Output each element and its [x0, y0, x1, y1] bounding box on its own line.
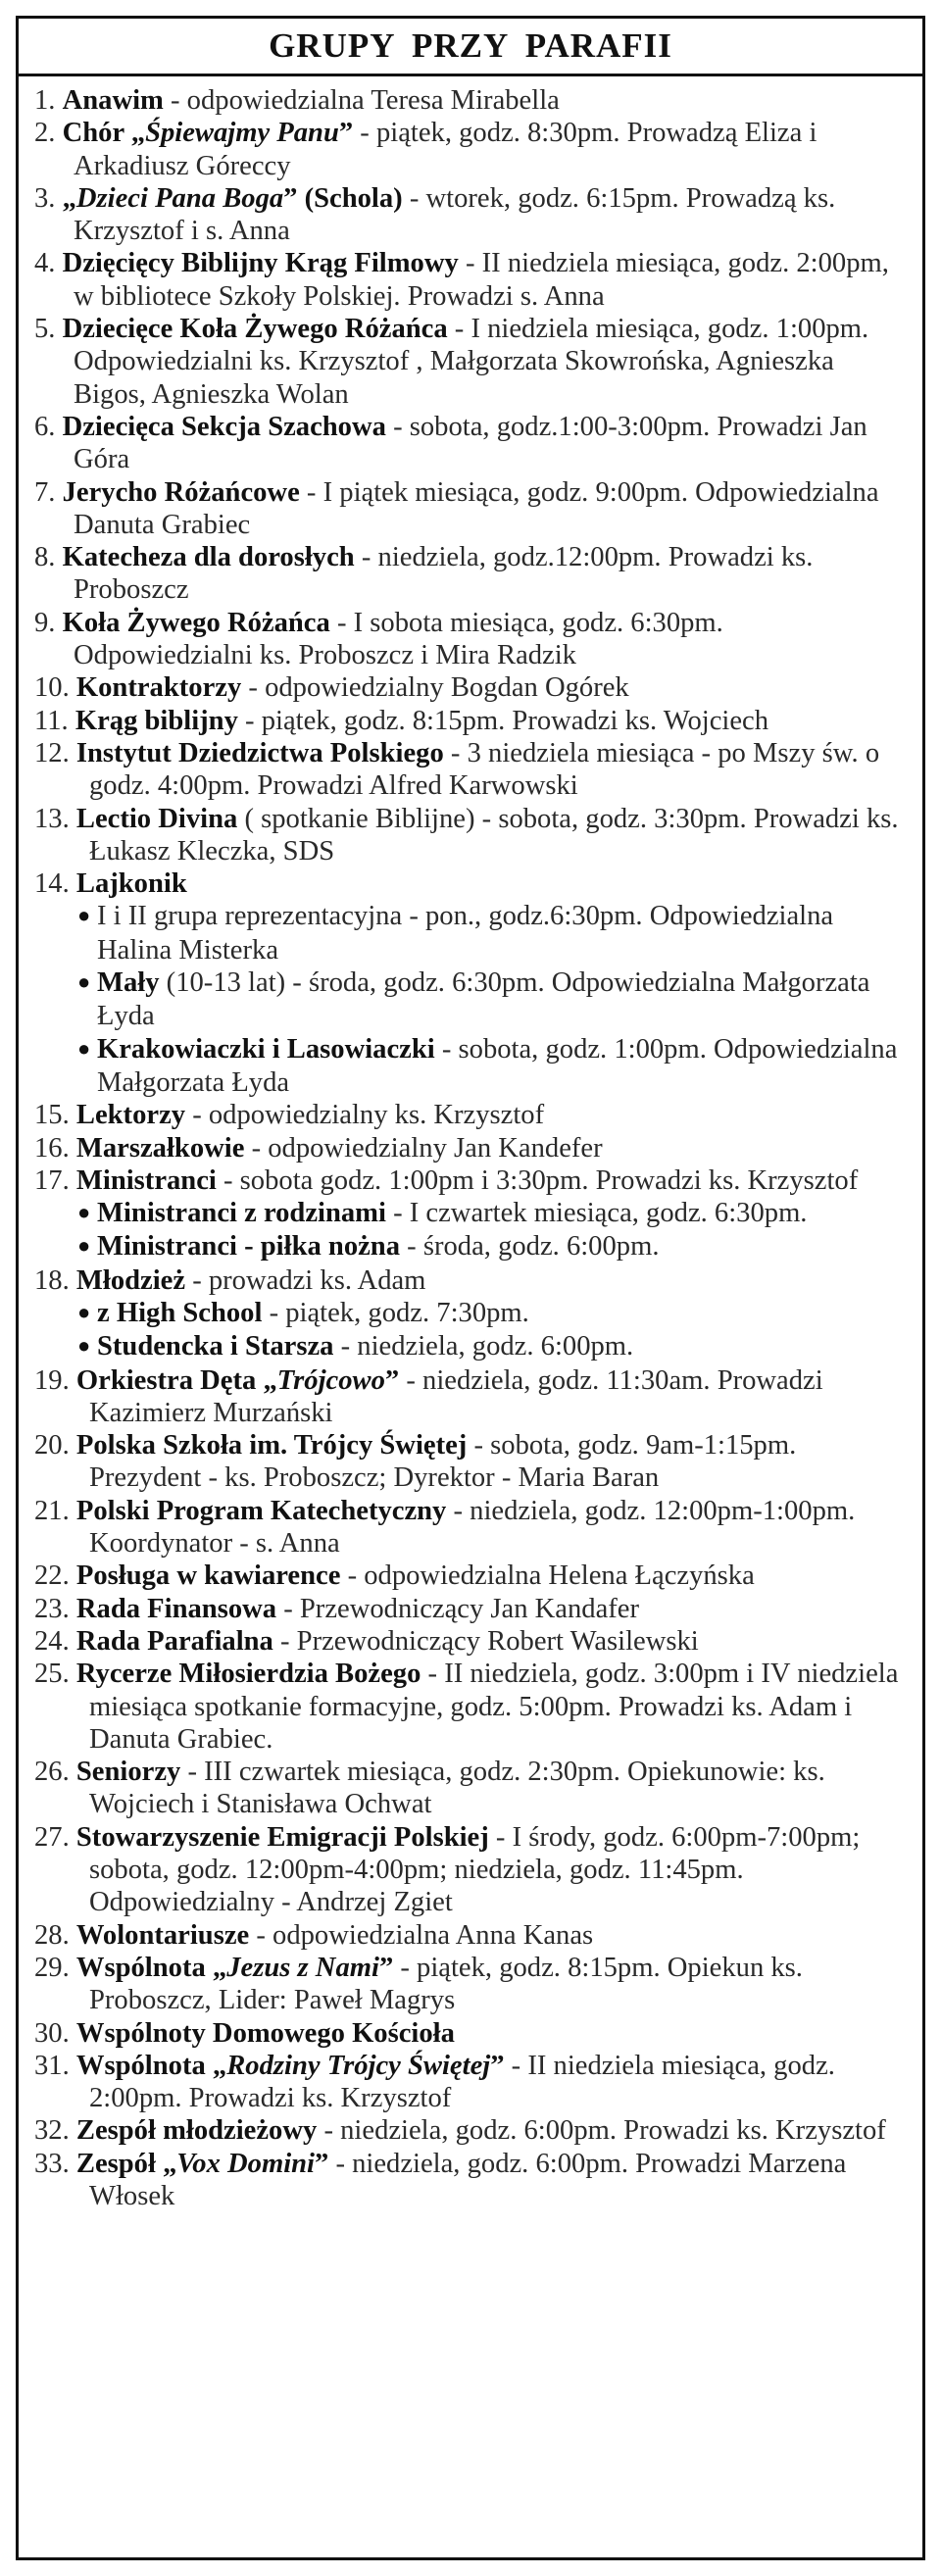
group-details: - niedziela, godz. 12:00pm-1:00pm. Koordynator - s. Anna [89, 1495, 856, 1560]
group-number: 21. [34, 1495, 76, 1526]
group-item [34, 84, 907, 117]
group-number: 23. [34, 1593, 76, 1624]
group-number: 2. [34, 118, 63, 149]
group-details: - I niedziela miesiąca, godz. 1:00pm. Odpowiedzialni ks. Krzysztof , Małgorzata Skowrońska, Agnieszka Bigos, Agnieszka Wolan [74, 314, 869, 410]
group-number: 11. [34, 705, 75, 736]
group-item [34, 1264, 907, 1297]
page-title: GRUPY PRZY PARAFII [19, 19, 922, 76]
subgroup-item [48, 1297, 907, 1330]
bullet-icon: ● [77, 969, 91, 995]
group-item [34, 1593, 907, 1625]
subgroup-details: - pon., godz.6:30pm. Odpowiedzialna Halina Misterka [97, 901, 834, 966]
group-details: - I sobota miesiąca, godz. 6:30pm. Odpowiedzialni ks. Proboszcz i Mira Radzik [74, 607, 723, 671]
groups-list [19, 76, 922, 2212]
bullet-icon: ● [77, 1299, 91, 1324]
subgroup-name: Ministranci z rodzinami [97, 1198, 386, 1229]
group-item [34, 1099, 907, 1131]
group-number: 10. [34, 672, 76, 704]
group-name: Dziecięca Sekcja Szachowa [62, 411, 386, 442]
group-number: 28. [34, 1919, 76, 1951]
group-details: - II niedziela miesiąca, godz. 2:00pm, w bibliotece Szkoły Polskiej. Prowadzi s. Anna [74, 248, 889, 312]
subgroup-item [48, 900, 907, 966]
subgroup-item [48, 1197, 907, 1230]
group-item [34, 607, 907, 672]
group-number: 27. [34, 1821, 76, 1853]
group-item [34, 541, 907, 607]
group-number: 14. [34, 868, 76, 900]
group-name: Wspólnoty Domowego Kościoła [75, 2017, 455, 2049]
group-item [34, 1952, 907, 2017]
group-item [34, 1919, 907, 1952]
group-details: - 3 niedziela miesiąca - po Mszy św. o godz. 4:00pm. Prowadzi Alfred Karwowski [89, 737, 880, 802]
bullet-icon: ● [77, 1333, 91, 1359]
subgroup-name: Mały [97, 967, 160, 999]
group-item [34, 705, 907, 737]
group-details: - I środy, godz. 6:00pm-7:00pm; sobota, godz. 12:00pm-4:00pm; niedziela, godz. 11:45pm. Odpowiedzialny - Andrzej Zgiet [89, 1821, 861, 1918]
group-number: 33. [34, 2148, 76, 2179]
group-number: 24. [34, 1625, 76, 1657]
subgroup-details: - piątek, godz. 7:30pm. [262, 1297, 529, 1328]
group-number: 7. [34, 476, 63, 508]
group-name: Instytut Dziedzictwa Polskiego [75, 737, 444, 768]
subgroup-details: - środa, godz. 6:00pm. [400, 1231, 660, 1263]
subgroup-item [48, 1033, 907, 1100]
group-details: - I piątek miesiąca, godz. 9:00pm. Odpowiedzialna Danuta Grabiec [74, 476, 879, 540]
subgroup-item [48, 1230, 907, 1263]
group-name: Dziecięce Koła Żywego Różańca [62, 314, 448, 345]
group-item [34, 1495, 907, 1560]
group-details: - niedziela, godz. 6:00pm. Prowadzi Marzena Włosek [89, 2148, 847, 2211]
group-number: 8. [34, 542, 63, 573]
group-name: Jerycho Różańcowe [62, 476, 300, 508]
group-name: Krąg biblijny [74, 705, 238, 736]
group-details: - odpowiedzialny Bogdan Ogórek [241, 672, 629, 704]
subgroup-name: Ministranci - piłka nożna [97, 1231, 401, 1263]
group-name: „Dzieci Pana Boga” (Schola) [62, 182, 403, 214]
group-number: 13. [34, 803, 76, 834]
group-name: Stowarzyszenie Emigracji Polskiej [75, 1821, 489, 1853]
group-number: 29. [34, 1952, 76, 1983]
group-number: 25. [34, 1659, 76, 1690]
subgroup-details: (10-13 lat) - środa, godz. 6:30pm. Odpowiedzialna Małgorzata Łyda [97, 967, 870, 1032]
group-details: - odpowiedzialny Jan Kandefer [244, 1132, 603, 1164]
group-details: - odpowiedzialna Helena Łączyńska [340, 1560, 755, 1592]
group-number: 15. [34, 1100, 76, 1131]
bullet-icon: ● [77, 1233, 91, 1259]
group-name: Koła Żywego Różańca [62, 607, 330, 638]
group-name: Wspólnota „Jezus z Nami” [75, 1952, 394, 1983]
groups-panel [16, 16, 925, 2560]
group-item [34, 1658, 907, 1756]
group-name: Lektorzy [75, 1100, 186, 1131]
group-number: 16. [34, 1132, 76, 1164]
group-details: - piątek, godz. 8:15pm. Prowadzi ks. Wojciech [237, 705, 769, 736]
group-item [34, 737, 907, 803]
group-name: Dzięcięcy Biblijny Krąg Filmowy [62, 248, 459, 279]
group-item [34, 1132, 907, 1164]
group-number: 22. [34, 1560, 76, 1592]
subgroup-name: I i II grupa reprezentacyjna [97, 901, 403, 932]
group-details: - sobota, godz. 9am-1:15pm. Prezydent - ks. Proboszcz; Dyrektor - Maria Baran [89, 1430, 797, 1494]
group-details: - prowadzi ks. Adam [185, 1264, 426, 1296]
group-details: - Przewodniczący Jan Kandafer [276, 1593, 640, 1624]
group-name: Rycerze Miłosierdzia Bożego [75, 1659, 421, 1690]
group-item [34, 1625, 907, 1658]
group-item [34, 2114, 907, 2147]
group-number: 1. [34, 85, 63, 116]
group-item [34, 1756, 907, 1821]
group-name: Rada Parafialna [75, 1625, 273, 1657]
group-item [34, 867, 907, 900]
group-details: - III czwartek miesiąca, godz. 2:30pm. Opiekunowie: ks. Wojciech i Stanisława Ochwat [89, 1757, 825, 1820]
group-name: Lajkonik [75, 868, 187, 900]
group-item [34, 671, 907, 704]
group-item [34, 1821, 907, 1919]
group-item [34, 313, 907, 411]
group-item [34, 1560, 907, 1592]
group-details: - odpowiedzialna Anna Kanas [249, 1919, 594, 1951]
group-number: 4. [34, 248, 63, 279]
group-item [34, 1364, 907, 1430]
subgroup-details: - I czwartek miesiąca, godz. 6:30pm. [385, 1198, 808, 1229]
group-item [34, 1164, 907, 1197]
group-name: Wolontariusze [75, 1919, 250, 1951]
group-item [34, 182, 907, 248]
bullet-icon: ● [77, 1035, 91, 1061]
group-number: 17. [34, 1164, 76, 1196]
group-number: 18. [34, 1264, 76, 1296]
group-name: Ministranci [75, 1164, 217, 1196]
bullet-icon: ● [77, 1200, 91, 1225]
group-name: Zespół „Vox Domini” [75, 2148, 329, 2179]
group-item [34, 247, 907, 313]
subgroup-item [48, 966, 907, 1033]
group-item [34, 803, 907, 868]
group-name: Orkiestra Dęta „Trójcowo” [75, 1364, 400, 1396]
group-number: 31. [34, 2050, 76, 2081]
bullet-icon: ● [77, 903, 91, 928]
group-name: Anawim [62, 85, 164, 116]
group-details: - II niedziela, godz. 3:00pm i IV niedziela miesiąca spotkanie formacyjne, godz. 5:00pm. Prowadzi ks. Adam i Danuta Grabiec. [89, 1659, 899, 1755]
group-name: Rada Finansowa [75, 1593, 277, 1624]
subgroup-item [48, 1330, 907, 1363]
group-item [34, 411, 907, 476]
group-number: 19. [34, 1364, 76, 1396]
group-details: - II niedziela miesiąca, godz. 2:00pm. Prowadzi ks. Krzysztof [89, 2050, 835, 2114]
group-name: Wspólnota „Rodziny Trójcy Świętej” [75, 2050, 505, 2081]
group-number: 6. [34, 411, 63, 442]
group-details: - wtorek, godz. 6:15pm. Prowadzą ks. Krzysztof i s. Anna [74, 182, 836, 247]
subgroup-name: z High School [97, 1297, 263, 1328]
group-details: - niedziela, godz. 11:30am. Prowadzi Kazimierz Murzański [89, 1364, 823, 1428]
group-item [34, 2050, 907, 2115]
group-number: 3. [34, 182, 63, 214]
group-number: 12. [34, 737, 76, 768]
group-name: Chór „Śpiewajmy Panu” [62, 118, 354, 149]
group-details: - sobota, godz.1:00-3:00pm. Prowadzi Jan Góra [74, 411, 867, 475]
group-details: - niedziela, godz. 6:00pm. Prowadzi ks. Krzysztof [317, 2115, 886, 2147]
subgroup-details: - niedziela, godz. 6:00pm. [333, 1331, 634, 1362]
group-name: Marszałkowie [75, 1132, 245, 1164]
group-name: Zespół młodzieżowy [75, 2115, 318, 2147]
subgroup-details: - sobota, godz. 1:00pm. Odpowiedzialna Małgorzata Łyda [97, 1033, 898, 1098]
subgroup-name: Studencka i Starsza [97, 1331, 334, 1362]
group-details: - Przewodniczący Robert Wasilewski [272, 1625, 699, 1657]
group-name: Seniorzy [75, 1757, 181, 1788]
group-name: Młodzież [75, 1264, 186, 1296]
subgroup-name: Krakowiaczki i Lasowiaczki [97, 1033, 435, 1065]
group-number: 30. [34, 2017, 76, 2049]
group-number: 32. [34, 2115, 76, 2147]
group-details: ( spotkanie Biblijne) - sobota, godz. 3:30pm. Prowadzi ks. Łukasz Kleczka, SDS [89, 803, 899, 867]
group-item [34, 1429, 907, 1495]
group-number: 5. [34, 314, 63, 345]
group-item [34, 2017, 907, 2050]
group-item [34, 2148, 907, 2213]
group-details: - odpowiedzialna Teresa Mirabella [163, 85, 560, 116]
group-name: Polska Szkoła im. Trójcy Świętej [75, 1430, 468, 1461]
group-details: - sobota godz. 1:00pm i 3:30pm. Prowadzi ks. Krzysztof [216, 1164, 859, 1196]
group-details: - niedziela, godz.12:00pm. Prowadzi ks. Proboszcz [74, 542, 814, 606]
group-number: 20. [34, 1430, 76, 1461]
group-number: 26. [34, 1757, 76, 1788]
group-number: 9. [34, 607, 63, 638]
group-item [34, 476, 907, 542]
group-name: Polski Program Katechetyczny [75, 1495, 447, 1526]
group-item [34, 117, 907, 182]
group-details: - piątek, godz. 8:15pm. Opiekun ks. Proboszcz, Lider: Paweł Magrys [89, 1952, 803, 2016]
group-name: Posługa w kawiarence [75, 1560, 341, 1592]
group-name: Kontraktorzy [75, 672, 242, 704]
group-details: - piątek, godz. 8:30pm. Prowadzą Eliza i Arkadiusz Góreccy [74, 118, 817, 181]
group-name: Katecheza dla dorosłych [62, 542, 355, 573]
group-details: - odpowiedzialny ks. Krzysztof [185, 1100, 545, 1131]
group-name: Lectio Divina [75, 803, 238, 834]
